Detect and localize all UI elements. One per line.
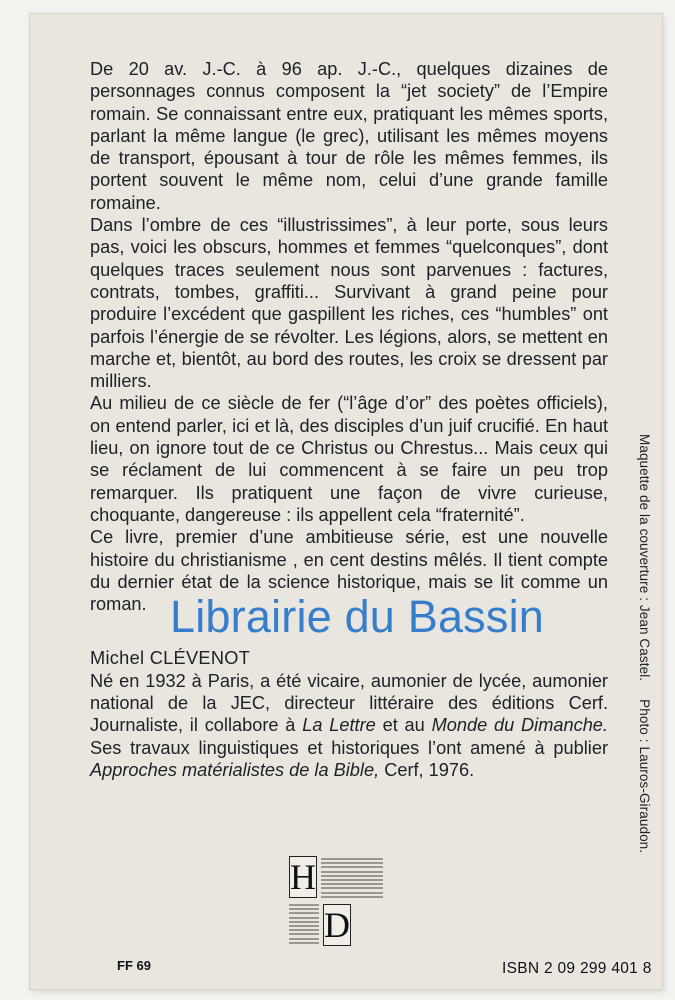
logo-letter-h: H	[290, 857, 316, 897]
cover-credits	[637, 434, 652, 871]
logo-text-lines-bottom	[289, 904, 319, 946]
photo-credit: Photo : Lauros-Giraudon.	[637, 699, 652, 854]
bio-text-3: Ses travaux linguistiques et historiques l’ont amené à publier	[90, 737, 608, 758]
bio-text-4: Cerf, 1976.	[379, 759, 475, 780]
logo-letter-d: D	[324, 905, 350, 945]
blurb-paragraph-4: Ce livre, premier d’une ambitieuse série, est une nouvelle histoire du christianisme , en cent destins mêlés. Il tient compte du dernier état de la science historique, mais se lit comme un roman.	[90, 527, 608, 615]
blurb-paragraph-3: Au milieu de ce siècle de fer (“l’âge d’or” des poètes officiels), on entend parler, ici et là, des disciples d’un juif crucifié. En haut lieu, on ignore tout de ce Christus ou Chrestus... Mais ceux qui se réclament de lui commencent à se faire un peu trop remarquer. Ils pratiquent une façon de vivre curieuse, choquante, dangereuse : ils appellent cela “fraternité”.	[90, 393, 608, 525]
author-name: Michel CLÉVENOT	[90, 648, 251, 669]
author-bio	[90, 670, 608, 781]
publisher-logo	[289, 856, 385, 950]
isbn: ISBN 2 09 299 401 8	[502, 960, 652, 977]
back-cover	[30, 14, 662, 989]
bio-text-2: et au	[375, 715, 432, 736]
bio-text-1: Né en 1932 à Paris, a été vicaire, aumonier de lycée, aumonier national de la JEC, directeur littéraire des éditions Cerf. Journaliste, il collabore à	[90, 670, 608, 736]
price: FF 69	[117, 958, 151, 973]
logo-text-lines-top	[321, 858, 383, 900]
cover-design-credit: Maquette de la couverture : Jean Castel.	[637, 434, 652, 682]
blurb-paragraph-2: Dans l’ombre de ces “illustrissimes”, à leur porte, sous leurs pas, voici les obscurs, hommes et femmes “quelconques”, dont quelques traces seulement nous sont parvenues : factures, contrats, tombes, graffiti... Survivant à grand peine pour produire l’excédent que gaspillent les riches, ces “humbles” ont parfois l’énergie de se révolter. Les légions, alors, se mettent en marche et, bientôt, au bord des routes, les croix se dressent par milliers.	[90, 215, 608, 392]
bio-title-la-lettre: La Lettre	[302, 715, 376, 736]
seller-watermark: Librairie du Bassin	[170, 591, 544, 642]
bio-title-approches: Approches matérialistes de la Bible,	[90, 759, 380, 780]
blurb-paragraph-1: De 20 av. J.-C. à 96 ap. J.-C., quelques dizaines de personnages connus composent la “jet society” de l’Empire romain. Se connaissant entre eux, pratiquant les mêmes sports, parlant la même langue (le grec), utilisant les mêmes moyens de transport, épousant à tour de rôle les mêmes femmes, ils portent souvent le même nom, celui d’une grande famille romaine.	[90, 59, 608, 213]
bio-title-monde-du-dimanche: Monde du Dimanche.	[431, 715, 608, 736]
blurb-text	[90, 58, 608, 781]
author-section	[90, 647, 608, 781]
